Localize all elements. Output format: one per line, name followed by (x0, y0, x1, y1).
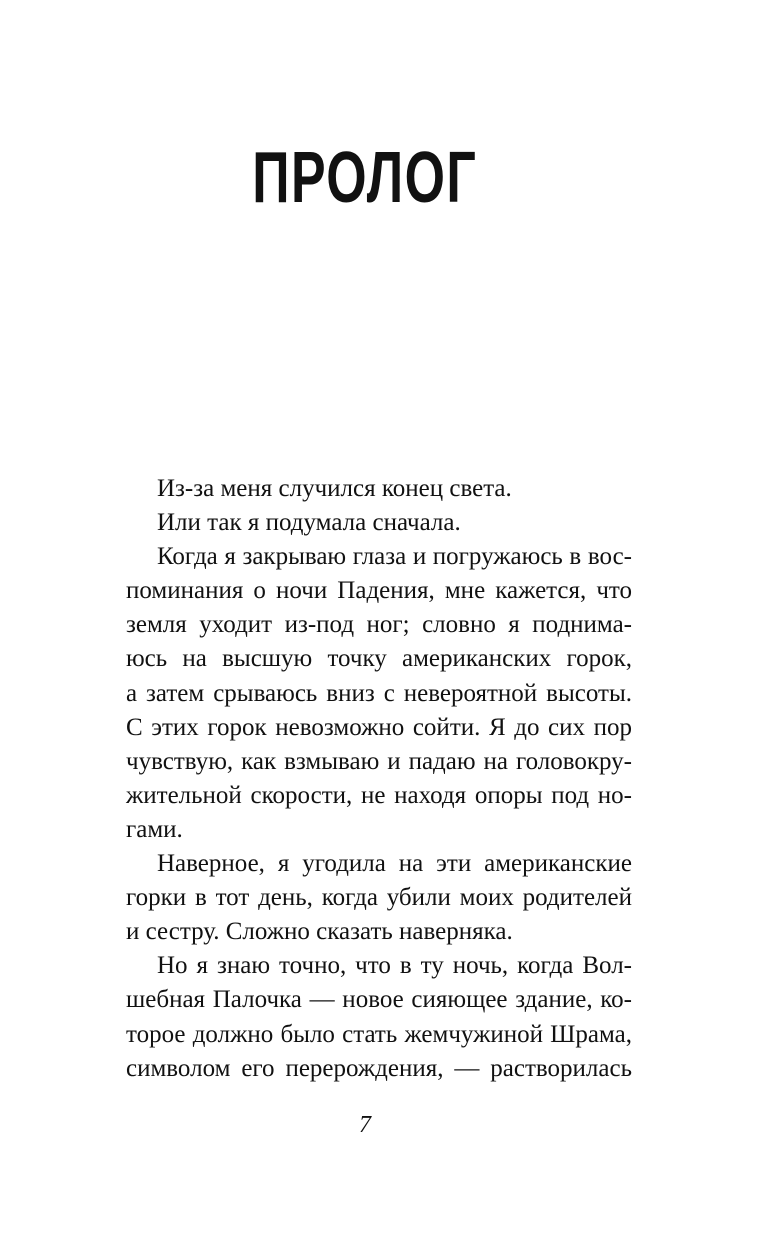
text-line: Когда я закрываю глаза и погружаюсь в вос- (157, 543, 632, 571)
text-line: Или так я подумала сначала. (157, 509, 461, 537)
text-line: шебная Палочка — новое сияющее здание, ко- (126, 986, 632, 1014)
paragraph-1 (95, 472, 632, 506)
paragraph-2 (95, 506, 632, 540)
paragraph-5 (95, 949, 632, 1085)
text-line: С этих горок невозможно сойти. Я до сих пор (126, 713, 632, 741)
text-line: Из-за меня случился конец света. (157, 475, 512, 502)
text-line: символом его перерождения, — растворилась (126, 1054, 632, 1082)
text-line: горки в тот день, когда убили моих родителей (126, 884, 632, 912)
text-line: юсь на высшую точку американских горок, (126, 645, 632, 673)
paragraph-3 (95, 540, 632, 847)
text-line: земля уходит из-под ног; словно я поднима- (126, 611, 632, 639)
text-line: Но я знаю точно, что в ту ночь, когда Вол- (157, 952, 632, 980)
text-line: торое должно было стать жемчужиной Шрама, (126, 1020, 632, 1048)
body-text (95, 472, 632, 1086)
text-line: а затем срываюсь вниз с невероятной высоты. (126, 679, 632, 707)
chapter-title: ПРОЛОГ (252, 138, 478, 218)
text-line: чувствую, как взмываю и падаю на головокру- (126, 747, 632, 775)
page-number: 7 (359, 1112, 371, 1138)
text-line: жительной скорости, не находя опоры под но- (126, 781, 632, 809)
paragraph-4 (95, 847, 632, 949)
text-line: Наверное, я угодила на эти американские (157, 850, 632, 878)
text-line: и сестру. Сложно сказать наверняка. (126, 918, 513, 946)
text-line: гами. (126, 815, 183, 843)
text-line: поминания о ночи Падения, мне кажется, что (126, 577, 632, 605)
